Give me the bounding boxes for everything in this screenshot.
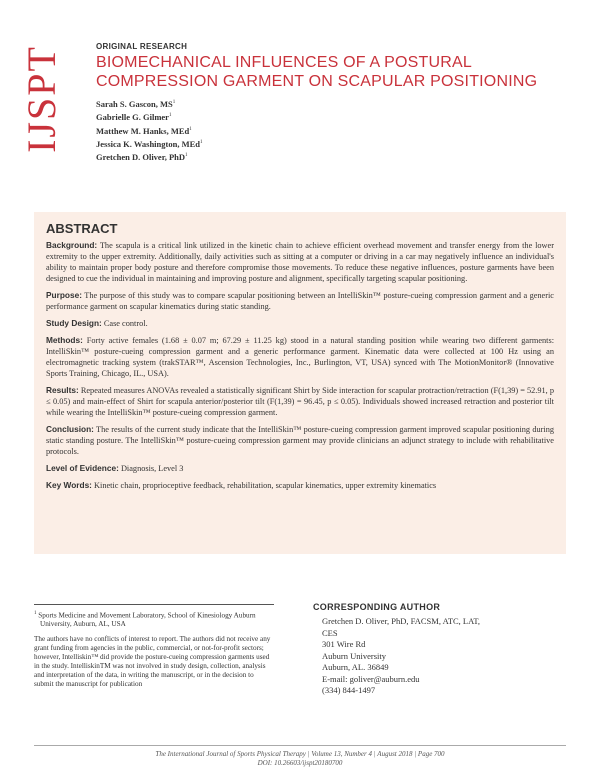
article-title: BIOMECHANICAL INFLUENCES OF A POSTURAL COMPRESSION GARMENT ON SCAPULAR POSITIONING: [96, 54, 538, 90]
article-header: [96, 42, 576, 164]
corresponding-line: CES: [322, 627, 338, 638]
author: Matthew M. Hanks, MEd$^1$: [96, 125, 192, 136]
footnotes: [34, 604, 274, 695]
abstract-level-of-evidence: Level of Evidence: Diagnosis, Level 3: [46, 463, 184, 473]
corresponding-author-heading: CORRESPONDING AUTHOR: [313, 602, 441, 612]
corresponding-line: Auburn, AL. 36849: [322, 662, 389, 672]
author-list: [96, 97, 576, 164]
abstract-background: Background: The scapula is a critical link utilized in the kinetic chain to achieve efficient overhead movement and transfer energy from the lower extremity to the upper extremity. Additionally, daily activities such as sitting at a computer or driving in a car may negatively influence an individual's ability to maintain proper body posture and therefore compromise those movements. To reduce these negative influences, posture garments have been designed to cue the individual in maintaining and improving posture and alignment, specifically targeting scapular positioning.: [46, 240, 554, 283]
author: Jessica K. Washington, MEd$^1$: [96, 138, 203, 149]
page-footer: [0, 750, 600, 768]
journal-logo: [19, 44, 64, 154]
corresponding-author: [313, 602, 573, 697]
abstract-study-design: Study Design: Case control.: [46, 318, 148, 328]
author: Sarah S. Gascon, $MS^1$: [96, 98, 176, 109]
corresponding-email[interactable]: E-mail: goliver@auburn.edu: [322, 673, 420, 684]
footer-divider: [34, 745, 566, 746]
abstract-methods: Methods: Forty active females (1.68 ± 0.07 m; 67.29 ± 11.25 kg) stood in a natural standing position while wearing two different garments: IntelliSkin™ posture-cueing compression garment and a generic performance garment. Kinematic data were collected at 100 Hz using an electromagnetic tracking system (trakSTAR™, Ascension Technologies, Inc., Burlington, VT, USA) synced with The MotionMonitor® (Innovative Sports Training, Chicago, IL., USA).: [46, 335, 554, 378]
disclosure-footnote: The authors have no conflicts of interest to report. The authors did not receive any grant funding from agencies in the public, commercial, or not-for-profit sectors; however, Intelliskin™ did provide the posture-cueing compression garments used in the study. IntelliskinTM was not involved in study design, collection, analysis and interpretation of the data, in writing the manuscript, or in the decision to submit the manuscript for publication: [34, 635, 271, 689]
abstract-keywords: Key Words: Kinetic chain, proprioceptive feedback, rehabilitation, scapular kinematics, upper extremity kinematics: [46, 480, 437, 490]
footer-citation: The International Journal of Sports Physical Therapy | Volume 13, Number 4 | August 2018 | Page 700: [155, 750, 445, 758]
author: Gabrielle G. Gilmer$^1$: [96, 112, 172, 123]
footer-doi[interactable]: DOI: 10.26603/ijspt20180700: [257, 759, 343, 767]
affiliation-footnote: $^1$ Sports Medicine and Movement Laboratory, School of Kinesiology Auburn University, Auburn, AL, USA: [34, 611, 256, 629]
abstract-heading: ABSTRACT: [46, 221, 118, 236]
corresponding-phone: (334) 844-1497: [322, 685, 376, 695]
corresponding-line: 301 Wire Rd: [322, 639, 366, 649]
journal-logo-text: IJSPT: [19, 45, 64, 153]
abstract-results: Results: Repeated measures ANOVAs revealed a statistically significant Shirt by Side interaction for scapular protraction/retraction (F(1,39) = 52.91, p ≤ 0.05) and main-effect of Shirt for scapula anterior/posterior tilt (F(1,39) = 96.45, p ≤ 0.05). Individuals showed increased retraction and posterior tilt while wearing the IntelliSkin™ posture-cueing compression garment.: [46, 385, 554, 417]
abstract-box: [34, 212, 566, 554]
abstract-conclusion: Conclusion: The results of the current study indicate that the IntelliSkin™ posture-cueing compression garment improved scapular positioning during static standing posture. The IntelliSkin™ posture-cueing compression garment may provide clinicians an adjunct strategy to include with rehabilitative protocols.: [46, 424, 554, 456]
abstract-purpose: Purpose: The purpose of this study was to compare scapular positioning between an IntelliSkin™ posture-cueing compression garment and a generic performance garment on scapular kinematics during static standing.: [46, 290, 554, 311]
corresponding-line: Gretchen D. Oliver, PhD, FACSM, ATC, LAT,: [322, 616, 481, 626]
corresponding-line: Auburn University: [322, 650, 386, 661]
section-label: ORIGINAL RESEARCH: [96, 42, 188, 51]
author: Gretchen D. Oliver, PhD$^1$: [96, 152, 188, 163]
